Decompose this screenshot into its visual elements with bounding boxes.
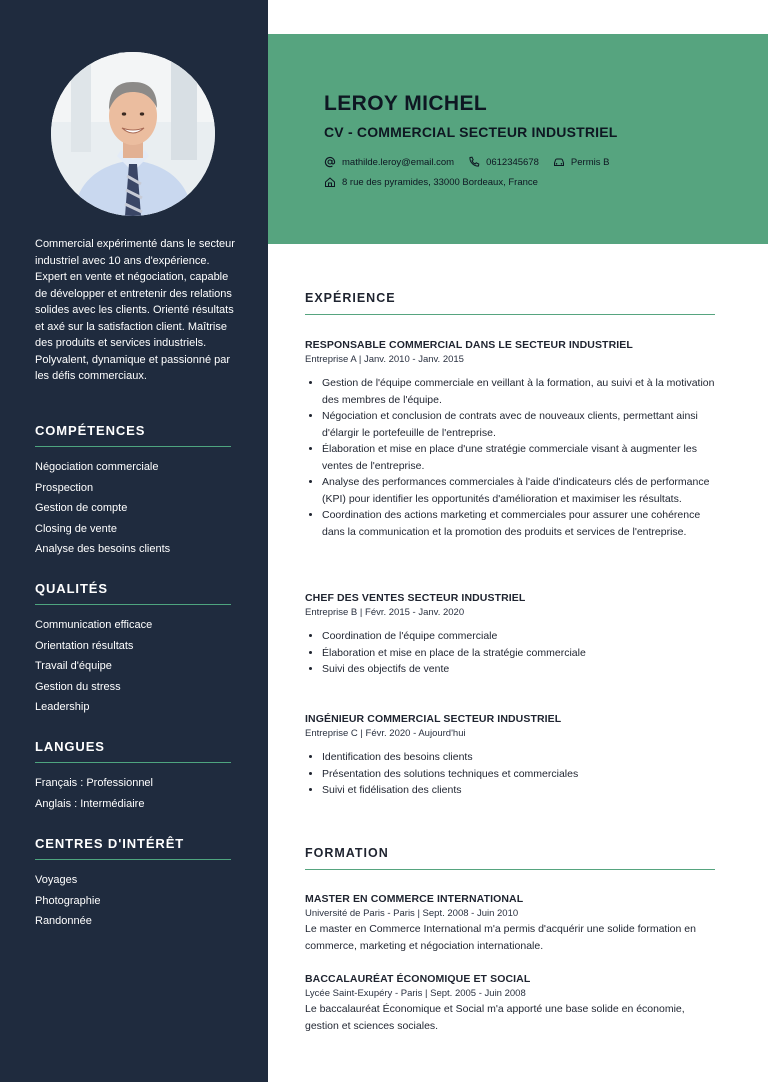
list-item: • Coordination des actions marketing et commerciales pour assurer une cohérence dans la communication et la promotion des produits et services de l'entreprise. [322, 507, 715, 540]
experience-heading: EXPÉRIENCE [305, 291, 715, 315]
job-meta: Entreprise A | Janv. 2010 - Janv. 2015 [305, 354, 464, 365]
job-bullets [305, 749, 715, 799]
degree-description: Le baccalauréat Économique et Social m'a apporté une base solide en économie, gestion et sciences sociales. [305, 1003, 685, 1032]
list-item: Gestion du stress [35, 680, 121, 693]
list-item: Closing de vente [35, 522, 117, 535]
list-item: Gestion de compte [35, 502, 128, 514]
qualities-heading: QUALITÉS [35, 581, 231, 605]
phone-icon [468, 156, 480, 168]
degree-meta: Lycée Saint-Exupéry - Paris | Sept. 2005 - Juin 2008 [305, 988, 526, 999]
job-meta: Entreprise C | Févr. 2020 - Aujourd'hui [305, 728, 466, 739]
languages-list [35, 773, 231, 814]
list-item: Travail d'équipe [35, 660, 112, 672]
skills-list [35, 457, 231, 560]
education-entry [305, 893, 715, 954]
avatar [51, 52, 215, 216]
profile-photo-icon [51, 52, 215, 216]
list-item: Analyse des besoins clients [35, 543, 171, 555]
sidebar [0, 0, 268, 1082]
address-text: 8 rue des pyramides, 33000 Bordeaux, France [342, 176, 538, 188]
job-bullets [305, 628, 715, 678]
email-text: mathilde.leroy@email.com [342, 156, 455, 168]
list-item: Anglais : Intermédiaire [35, 797, 145, 810]
skills-heading: COMPÉTENCES [35, 423, 231, 447]
list-item: • Analyse des performances commerciales à l'aide d'indicateurs clés de performance (KPI) pour identifier les opportunités d'amélioration et maximiser les résultats. [322, 474, 715, 507]
skills-section [35, 423, 231, 560]
degree-title: MASTER EN COMMERCE INTERNATIONAL [305, 893, 524, 905]
list-item: • Suivi des objectifs de vente [322, 661, 715, 678]
at-icon [324, 156, 336, 168]
list-item: Voyages [35, 874, 78, 886]
degree-title: BACCALAURÉAT ÉCONOMIQUE ET SOCIAL [305, 973, 531, 985]
list-item: Négociation commerciale [35, 461, 159, 473]
languages-heading: LANGUES [35, 739, 231, 763]
list-item: • Coordination de l'équipe commerciale [322, 628, 715, 645]
list-item: Français : Professionnel [35, 777, 153, 789]
job-entry [305, 339, 715, 540]
list-item: • Présentation des solutions techniques et commerciales [322, 766, 715, 783]
cv-title: CV - COMMERCIAL SECTEUR INDUSTRIEL [324, 124, 618, 140]
job-title: CHEF DES VENTES SECTEUR INDUSTRIEL [305, 592, 526, 604]
car-icon [553, 156, 565, 168]
job-title: INGÉNIEUR COMMERCIAL SECTEUR INDUSTRIEL [305, 713, 562, 725]
degree-meta: Université de Paris - Paris | Sept. 2008 - Juin 2010 [305, 908, 519, 919]
home-icon [324, 176, 336, 188]
job-title: RESPONSABLE COMMERCIAL DANS LE SECTEUR INDUSTRIEL [305, 339, 633, 351]
license-text: Permis B [570, 156, 610, 168]
qualities-section [35, 581, 231, 718]
job-entry [305, 592, 715, 678]
job-entry [305, 713, 715, 799]
list-item: Randonnée [35, 915, 92, 927]
contact-line-2 [324, 176, 552, 188]
list-item: • Négociation et conclusion de contrats avec de nouveaux clients, permettant ainsi d'élargir le portefeuille de l'entreprise. [322, 408, 715, 441]
list-item: Photographie [35, 894, 101, 907]
list-item: • Identification des besoins clients [322, 749, 715, 766]
interests-heading: CENTRES D'INTÉRÊT [35, 836, 231, 860]
qualities-list [35, 615, 231, 718]
degree-description: Le master en Commerce International m'a permis d'acquérir une solide formation en commerce, marketing et négociation internationale. [305, 923, 696, 952]
phone-text: 0612345678 [486, 156, 539, 168]
list-item: • Suivi et fidélisation des clients [322, 782, 715, 799]
list-item: • Gestion de l'équipe commerciale en veillant à la formation, au suivi et à la motivation des membres de l'équipe. [322, 375, 715, 408]
email-contact [324, 156, 454, 168]
address-contact [324, 176, 538, 188]
phone-contact [468, 156, 539, 168]
interests-section [35, 836, 231, 932]
job-bullets [305, 375, 715, 540]
list-item: Prospection [35, 481, 94, 494]
list-item: • Élaboration et mise en place de la stratégie commerciale [322, 645, 715, 662]
list-item: Communication efficace [35, 619, 153, 631]
education-entry [305, 973, 715, 1034]
education-heading: FORMATION [305, 846, 715, 870]
profile-summary: Commercial expérimenté dans le secteur industriel avec 10 ans d'expérience. Expert en vente et négociation, capable de développer et entretenir des relations solides avec les clients. Orienté résultats et axé sur la satisfaction client. Maîtrise des produits et services industriels. Polyvalent, dynamique et passionné par les défis commerciaux. [35, 238, 235, 382]
list-item: Orientation résultats [35, 639, 134, 652]
contact-line-1 [324, 156, 623, 168]
job-meta: Entreprise B | Févr. 2015 - Janv. 2020 [305, 607, 465, 618]
license-contact [553, 156, 610, 168]
candidate-name: LEROY MICHEL [324, 92, 488, 115]
list-item: Leadership [35, 701, 90, 713]
header-band [268, 34, 768, 244]
list-item: • Élaboration et mise en place d'une stratégie commerciale visant à augmenter les ventes de l'entreprise. [322, 441, 715, 474]
interests-list [35, 870, 231, 932]
languages-section [35, 739, 231, 814]
